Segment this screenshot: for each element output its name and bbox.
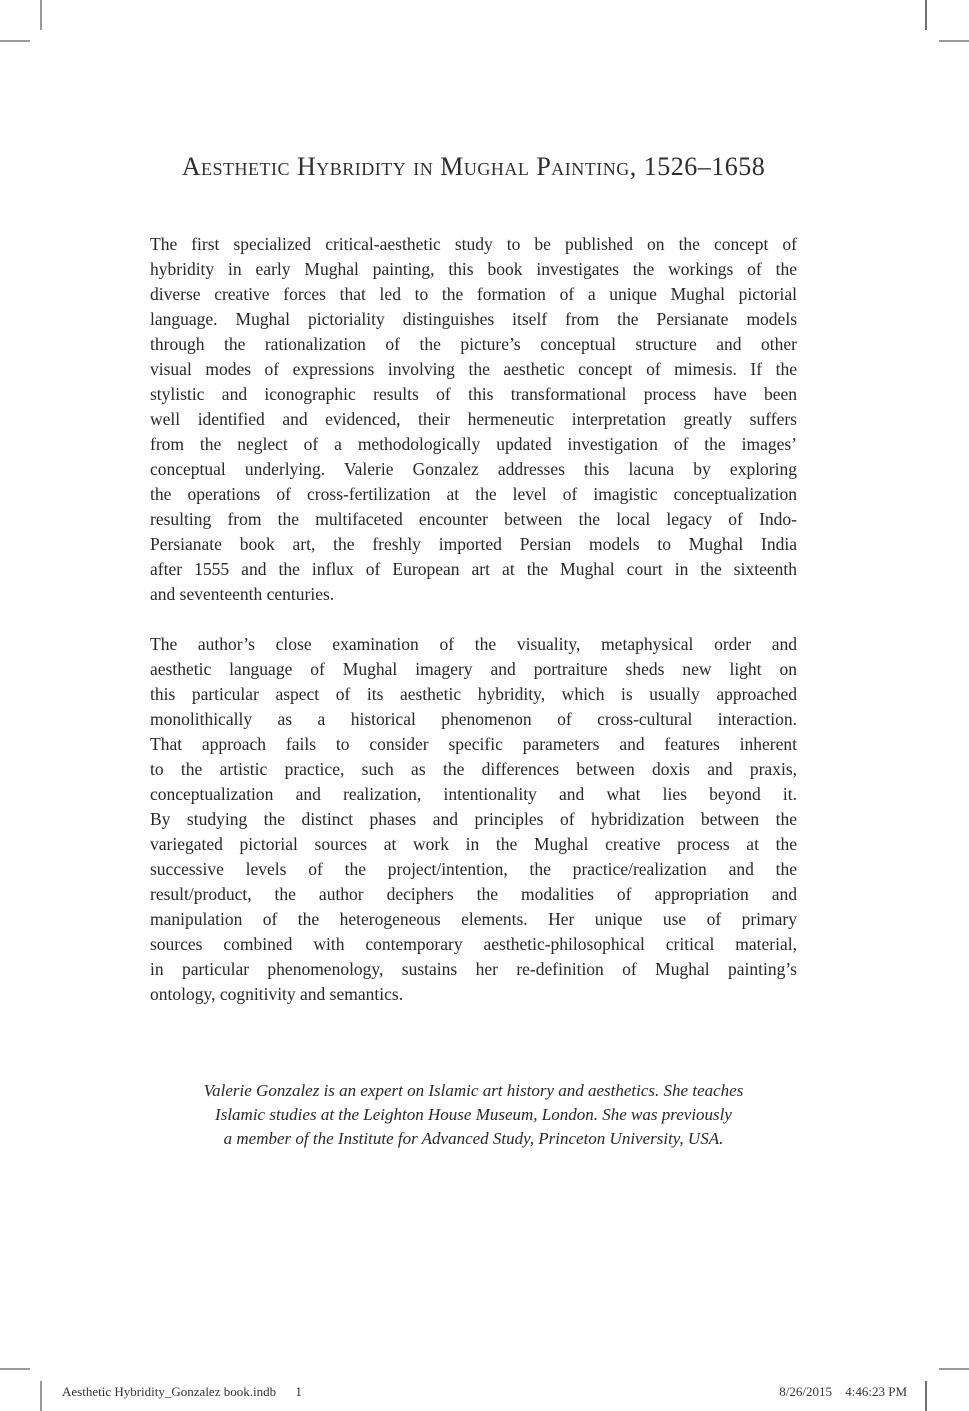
text-line: through the rationalization of the picture’s conceptual structure and other — [150, 334, 797, 354]
crop-mark-top-left-vertical — [40, 0, 42, 30]
paragraph-2 — [150, 632, 797, 1007]
text-line: manipulation of the heterogeneous elements. Her unique use of primary — [150, 909, 797, 929]
text-line: The first specialized critical-aesthetic study to be published on the concept of — [150, 234, 797, 254]
footer-filename — [62, 1384, 302, 1400]
footer-time: 4:46:23 PM — [845, 1384, 907, 1399]
text-line: after 1555 and the influx of European art at the Mughal court in the sixteenth — [150, 559, 797, 579]
crop-mark-top-right-vertical — [925, 0, 927, 30]
text-line: diverse creative forces that led to the formation of a unique Mughal pictorial — [150, 284, 797, 304]
text-line: monolithically as a historical phenomenon of cross-cultural interaction. — [150, 709, 797, 729]
text-line: successive levels of the project/intention, the practice/realization and the — [150, 859, 797, 879]
crop-mark-bottom-left-vertical — [40, 1381, 42, 1411]
text-line: in particular phenomenology, sustains her re-definition of Mughal painting’s — [150, 959, 797, 979]
text-line: a member of the Institute for Advanced Study, Princeton University, USA. — [223, 1129, 724, 1148]
text-line: result/product, the author deciphers the modalities of appropriation and — [150, 884, 797, 904]
crop-mark-bottom-right-vertical — [925, 1381, 927, 1411]
text-line: and seventeenth centuries. — [150, 584, 335, 604]
footer-timestamp — [779, 1384, 907, 1400]
footer-page-number: 1 — [295, 1384, 302, 1399]
text-line: language. Mughal pictoriality distinguishes itself from the Persianate models — [150, 309, 797, 329]
text-line: Valerie Gonzalez is an expert on Islamic art history and aesthetics. She teaches — [203, 1081, 744, 1100]
page-title: Aesthetic Hybridity in Mughal Painting, 1526–1658 — [181, 152, 766, 181]
text-line: sources combined with contemporary aesthetic-philosophical critical material, — [150, 934, 797, 954]
text-line: well identified and evidenced, their hermeneutic interpretation greatly suffers — [150, 409, 797, 429]
footer-filename-text: Aesthetic Hybridity_Gonzalez book.indb — [62, 1384, 277, 1399]
text-line: hybridity in early Mughal painting, this book investigates the workings of the — [150, 259, 797, 279]
text-line: this particular aspect of its aesthetic hybridity, which is usually approached — [150, 684, 797, 704]
footer-date: 8/26/2015 — [779, 1384, 832, 1399]
text-line: visual modes of expressions involving the aesthetic concept of mimesis. If the — [150, 359, 797, 379]
text-line: The author’s close examination of the visuality, metaphysical order and — [150, 634, 797, 654]
text-line: from the neglect of a methodologically updated investigation of the images’ — [150, 434, 797, 454]
text-line: By studying the distinct phases and principles of hybridization between the — [150, 809, 797, 829]
text-line: conceptual underlying. Valerie Gonzalez addresses this lacuna by exploring — [150, 459, 797, 479]
text-line: resulting from the multifaceted encounter between the local legacy of Indo- — [150, 509, 797, 529]
text-line: aesthetic language of Mughal imagery and portraiture sheds new light on — [150, 659, 797, 679]
paragraph-1 — [150, 232, 797, 607]
text-line: Islamic studies at the Leighton House Museum, London. She was previously — [215, 1105, 732, 1124]
text-line: That approach fails to consider specific parameters and features inherent — [150, 734, 797, 754]
crop-mark-top-left-horizontal — [0, 40, 30, 42]
text-line: conceptualization and realization, intentionality and what lies beyond it. — [150, 784, 797, 804]
crop-mark-top-right-horizontal — [939, 40, 969, 42]
text-line: variegated pictorial sources at work in the Mughal creative process at the — [150, 834, 797, 854]
crop-mark-bottom-right-horizontal — [939, 1368, 969, 1370]
author-bio — [150, 1079, 797, 1151]
text-line: stylistic and iconographic results of this transformational process have been — [150, 384, 797, 404]
text-line: ontology, cognitivity and semantics. — [150, 984, 404, 1004]
text-line: the operations of cross-fertilization at the level of imagistic conceptualization — [150, 484, 797, 504]
text-line: to the artistic practice, such as the differences between doxis and praxis, — [150, 759, 797, 779]
crop-mark-bottom-left-horizontal — [0, 1368, 30, 1370]
text-line: Persianate book art, the freshly imported Persian models to Mughal India — [150, 534, 797, 554]
